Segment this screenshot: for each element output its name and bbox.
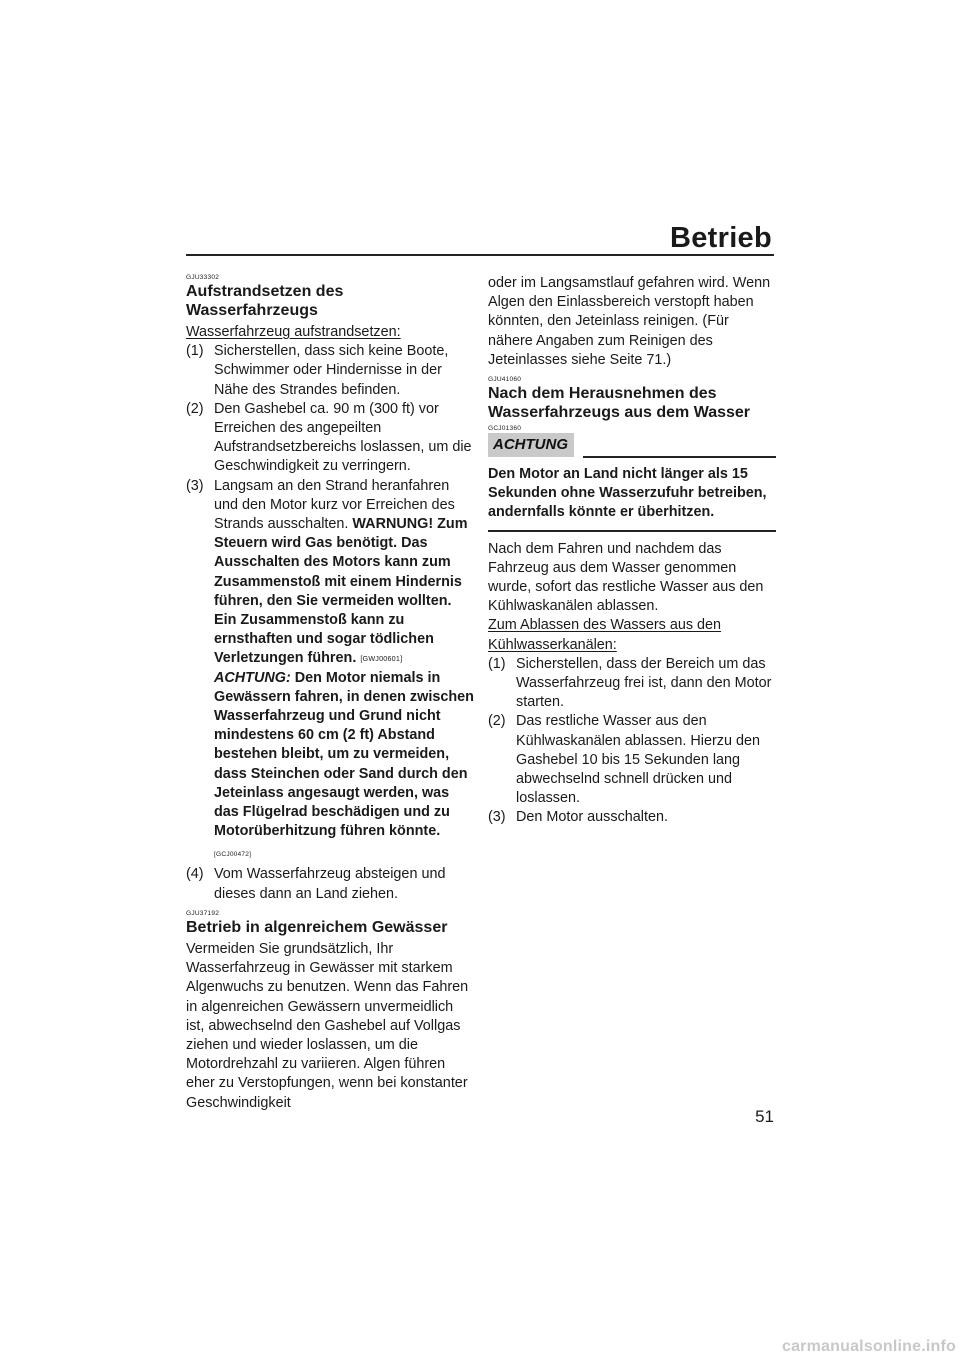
item-text: Vom Wasserfahrzeug absteigen und dieses dann an Land ziehen. [214,866,446,902]
left-column [186,274,474,1113]
item-text: Sicherstellen, dass sich keine Boote, Schwimmer oder Hindernisse in der Nähe des Strandes befinden. [214,343,449,398]
section-code: GJU41060 [488,376,522,384]
page-title: Betrieb [669,222,772,254]
item-text: Den Motor ausschalten. [516,809,668,826]
item-text: Langsam an den Strand heranfahren und den Motor kurz vor Erreichen des Strands ausschalten. [214,477,455,533]
section-heading: Nach dem Herausnehmen des Wasserfahrzeugs aus dem Wasser [488,385,751,422]
caution-end-rule [488,530,776,532]
item-number: (1) [186,343,204,360]
section-code: GJU33302 [186,274,220,281]
right-column [488,274,776,828]
list-item [186,865,474,903]
paragraph: Nach dem Fahren und nachdem das Fahrzeug aus dem Wasser genommen wurde, sofort das restliche Wasser aus den Kühlwaskanälen ablassen. [488,540,764,615]
list-item [186,477,474,860]
item-number: (3) [488,809,506,826]
item-number: (2) [186,400,204,417]
paragraph: Vermeiden Sie grundsätzlich, Ihr Wasserfahrzeug in Gewässer mit starkem Algenwuchs zu benutzen. Wenn das Fahren in algenreichen Gewässern unvermeidlich ist, abwechselnd den Gashebel auf Vollgas ziehen und wieder loslassen, um die Motordrehzahl zu variieren. Algen führen eher zu Verstopfungen, wenn bei konstanter Geschwindigkeit [186,940,469,1111]
section-heading: Aufstrandsetzen des Wasserfahrzeugs [186,283,344,319]
item-number: (1) [488,655,506,672]
caution-box [488,433,776,459]
procedure-intro: Zum Ablassen des Wassers aus den Kühlwasserkanälen: [488,617,722,653]
caution-code: [GCJ00472] [214,851,252,859]
item-text: Das restliche Wasser aus den Kühlwaskanälen ablassen. Hierzu den Gashebel 10 bis 15 Sekunden lang abwechselnd schnell drücken und loslassen. [516,713,760,807]
caution-code: GCJ01360 [488,425,522,433]
achtung-text: Den Motor niemals in Gewässern fahren, in denen zwischen Wasserfahrzeug und Grund nicht mindestens 60 cm (2 ft) Abstand bestehen bleibt, um zu vermeiden, dass Steinchen oder Sand durch den Jeteinlass angesaugt werden, was das Flügelrad beschädigen und zu Motorüberhitzung führen könnte. [214,669,474,840]
item-number: (4) [186,866,204,883]
caution-rule [583,456,776,458]
item-text: Den Gashebel ca. 90 m (300 ft) vor Erreichen des angepeilten Aufstrandsetzbereichs loslassen, um die Geschwindigkeit zu verringern. [214,400,472,475]
section-code: GJU37192 [186,909,220,917]
caution-label: ACHTUNG [488,433,574,457]
paragraph: oder im Langsamstlauf gefahren wird. Wenn Algen den Einlassbereich verstopft haben könnten, den Jeteinlass reinigen. (Für nähere Angaben zum Reinigen des Jeteinlasses siehe Seite 71.) [488,275,771,368]
list-item [488,655,776,713]
procedure-intro: Wasserfahrzeug aufstrandsetzen: [186,324,401,340]
warning-code: [GWJ00601] [360,654,403,664]
warning-text: WARNUNG! Zum Steuern wird Gas benötigt. Das Ausschalten des Motors kann zum Zusammenstoß mit einem Hindernis führen, den Sie vermeiden wollten. Ein Zusammenstoß kann zu ernsthaften und sogar tödlichen Verletzungen führen. [214,516,468,667]
item-number: (2) [488,713,506,730]
item-text: Sicherstellen, dass der Bereich um das Wasserfahrzeug frei ist, dann den Motor starten. [516,655,772,711]
list-item [186,400,474,477]
title-rule [186,254,774,256]
caution-text: Den Motor an Land nicht länger als 15 Sekunden ohne Wasserzufuhr betreiben, andernfalls könnte er überhitzen. [488,466,767,521]
item-number: (3) [186,477,204,494]
watermark: carmanualsonline.info [781,1338,956,1355]
achtung-label: ACHTUNG: [214,669,291,686]
list-item [186,342,474,400]
list-item [488,712,776,808]
list-item [488,808,776,827]
section-heading: Betrieb in algenreichem Gewässer [186,918,448,936]
page-number: 51 [755,1107,774,1126]
